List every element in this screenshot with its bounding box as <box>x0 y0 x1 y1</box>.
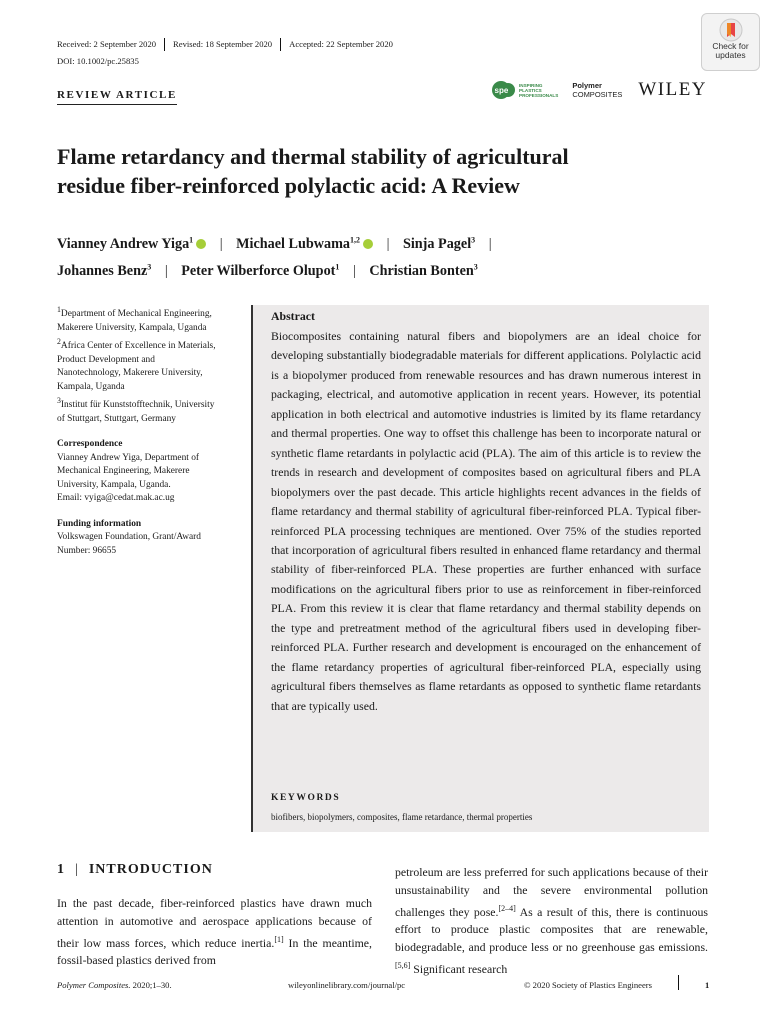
affiliation: $^2$Africa Center of Excellence in Materials, Product Development and Nanotechnology, Makerere University, Kampala, Uganda <box>57 337 216 392</box>
spe-logo-mark <box>492 80 516 100</box>
correspondence-email[interactable]: Email: vyiga@cedat.mak.ac.ug <box>57 493 175 504</box>
spe-logo-text: spe <box>494 86 509 95</box>
affiliation: $^1$Department of Mechanical Engineering, Makerere University, Kampala, Uganda <box>57 305 212 333</box>
polymer-composites-logo: Polymer COMPOSITES <box>572 81 623 99</box>
article-title: Flame retardancy and thermal stability of agricultural residue fiber-reinforced polylactic acid: A Review <box>57 144 569 198</box>
citation[interactable]: [2–4] <box>498 903 516 913</box>
author[interactable]: Peter Wilberforce Olupot$^1$ <box>181 262 340 280</box>
check-updates-label-2: updates <box>715 50 746 60</box>
publisher-logos <box>492 79 707 101</box>
footer-divider <box>678 975 679 990</box>
intro-column-1: In the past decade, fiber-reinforced plastics have drawn much attention in automotive and aerospace applications because of their low mass forces, which reduce inertia.[1] In the meantime, fossil-based plastics derived from <box>57 896 372 968</box>
keywords-heading: KEYWORDS <box>271 793 341 803</box>
page-number: 1 <box>705 980 710 990</box>
author[interactable]: Johannes Benz$^3$ <box>57 262 152 280</box>
author-list: Vianney Andrew Yiga$^1$ | Michael Lubwama$^{1,2}$ | Sinja Pagel$^3$ | Johannes Benz$^3$ | Peter Wilberforce Olupot$^1$ | Christian Bonten$^3$ <box>57 235 492 280</box>
funding-information: Funding information Volkswagen Foundation, Grant/Award Number: 96655 <box>57 518 245 559</box>
correspondence: Correspondence Vianney Andrew Yiga, Department of Mechanical Engineering, Makerere University, Kampala, Uganda. Email: vyiga@cedat.mak.ac.ug <box>57 438 245 506</box>
revised-date: Revised: 18 September 2020 <box>164 38 280 51</box>
orcid-icon[interactable] <box>363 239 373 249</box>
correspondence-heading: Correspondence <box>57 439 123 450</box>
author[interactable]: Vianney Andrew Yiga$^1$ <box>57 235 194 252</box>
abstract-text: Biocomposites containing natural fibers and biopolymers are an ideal choice for developing substantially biodegradable materials for different applications. Polylactic acid is a biopolymer produced from renewable resources and has drawn numerous interest in packaging, electrical, and automotive application in recent years. However, its potential application in both electrical and automotive industries is limited by its flame retardancy and thermal properties. One way to offset this challenge has been to incorporate natural or synthetic flame retardants in polylactic acid (PLA). The aim of this article is to review the trends in research and development of composites based on agricultural fibers and PLA biopolymers over the past decade. This article highlights recent advances in the fields of flame retardancy and thermal stability of agricultural fiber-reinforced PLA. Typical fiber-reinforced PLA processing techniques are mentioned. Over 75% of the studies reported that incorporation of agricultural fibers resulted in enhanced flame retardancy and thermal stability of fiber-reinforced PLA. These properties are further enhanced with surface modifications on the agricultural fibers prior to use as reinforcement in fiber-reinforced PLA. From this review it is clear that flame retardancy and thermal stability depends on the type and pretreatment method of the agricultural fibers used in developing fiber-reinforced PLA. Further research and development is encouraged on the enhancement of the flame retardancy properties of agricultural fiber-reinforced PLA, especially using agricultural fibers themselves as flame retardants as opposed to synthetic flame retardants that are typically used. <box>271 329 701 713</box>
keywords: biofibers, biopolymers, composites, flame retardance, thermal properties <box>271 812 533 822</box>
author[interactable]: Sinja Pagel$^3$ <box>402 235 476 252</box>
accepted-date: Accepted: 22 September 2020 <box>280 38 401 51</box>
footer-citation: Polymer Composites. 2020;1–30. <box>57 980 172 990</box>
citation[interactable]: [1] <box>274 934 284 944</box>
check-for-updates-badge[interactable] <box>701 13 760 71</box>
doi[interactable]: DOI: 10.1002/pc.25835 <box>57 56 139 66</box>
affiliation: $^3$Institut für Kunststofftechnik, University of Stuttgart, Stuttgart, Germany <box>57 396 215 424</box>
article-dates <box>57 38 401 51</box>
orcid-icon[interactable] <box>196 239 206 249</box>
author[interactable]: Christian Bonten$^3$ <box>369 262 478 280</box>
section-heading: 1 | INTRODUCTION <box>57 862 213 877</box>
abstract-heading: Abstract <box>271 309 315 323</box>
abstract-box <box>251 305 709 832</box>
wiley-logo: WILEY <box>638 79 708 100</box>
footer-url[interactable]: wileyonlinelibrary.com/journal/pc <box>288 980 406 990</box>
intro-column-2: petroleum are less preferred for such applications because of their unsustainability and the severe environmental pollution challenges they pose.[2–4] As a result of this, there is continuous effort to produce plastic composites that are renewable, biodegradable, and produce less or no greenhouse gas emissions.[5,6] Significant research <box>395 865 708 976</box>
footer-copyright: © 2020 Society of Plastics Engineers <box>524 980 653 990</box>
spe-logo <box>492 80 558 100</box>
check-updates-label-1: Check for <box>712 41 749 51</box>
funding-heading: Funding information <box>57 518 142 529</box>
article-type: REVIEW ARTICLE <box>57 89 177 105</box>
spe-tagline: INSPIRING PLASTICS PROFESSIONALS <box>519 82 559 98</box>
citation[interactable]: [5,6] <box>395 960 411 970</box>
author[interactable]: Michael Lubwama$^{1,2}$ <box>236 235 361 252</box>
bookmark-icon <box>719 18 743 42</box>
affiliations <box>57 303 245 426</box>
affiliations-column <box>57 303 245 570</box>
received-date: Received: 2 September 2020 <box>57 39 157 49</box>
